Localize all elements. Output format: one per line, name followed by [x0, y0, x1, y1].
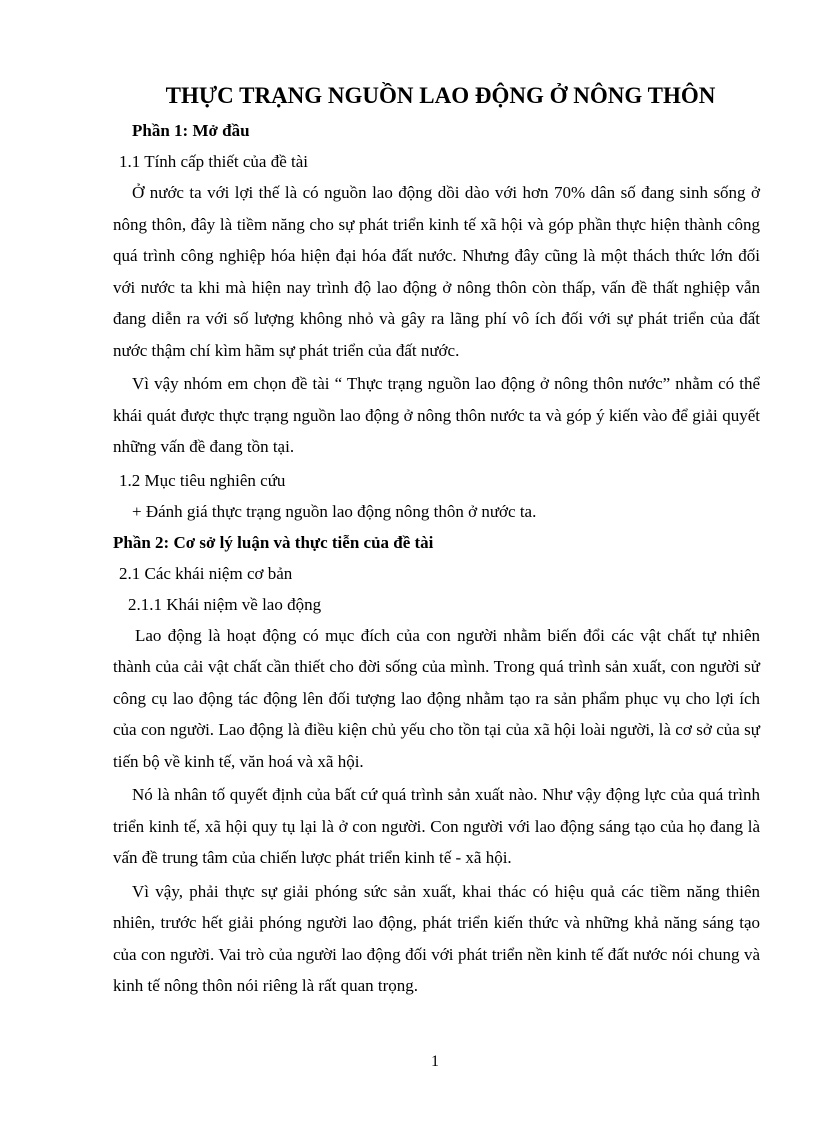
section-1-1-heading: 1.1 Tính cấp thiết của đề tài	[119, 152, 308, 171]
paragraph-3: Lao động là hoạt động có mục đích của con người nhằm biến đổi các vật chất tự nhiên thành của cải vật chất cần thiết cho đời sống của mình. Trong quá trình sản xuất, con người sử công cụ lao động tác động lên đối tượng lao động nhằm tạo ra sản phẩm phục vụ cho lợi ích của con người. Lao động là điều kiện chủ yếu cho tồn tại của xã hội loài người, là cơ sở của sự tiến bộ về kinh tế, văn hoá và xã hội.	[113, 625, 760, 771]
part-1-heading: Phần 1: Mở đầu	[132, 121, 250, 140]
part-2-heading: Phần 2: Cơ sở lý luận và thực tiễn của đề tài	[113, 532, 434, 552]
section-2-1-heading: 2.1 Các khái niệm cơ bản	[119, 563, 293, 583]
document-body	[113, 80, 760, 1004]
page-number: 1	[431, 1053, 439, 1070]
paragraph-1: Ở nước ta với lợi thế là có nguồn lao động dồi dào với hơn 70% dân số đang sinh sống ở nông thôn, đây là tiềm năng cho sự phát triển kinh tế xã hội và góp phần thực hiện thành công quá trình công nghiệp hóa hiện đại hóa đất nước. Nhưng đây cũng là một thách thức lớn đối với nước ta khi mà hiện nay trình độ lao động ở nông thôn còn thấp, vấn đề thất nghiệp vẫn đang diễn ra với số lượng không nhỏ và gây ra lãng phí vô ích đối với sự phát triển của đất nước thậm chí kìm hãm sự phát triển của đất nước.	[113, 183, 760, 360]
paragraph-2: Vì vậy nhóm em chọn đề tài “ Thực trạng nguồn lao động ở nông thôn nước” nhằm có thể khái quát được thực trạng nguồn lao động ở nông thôn nước ta và góp ý kiến vào để giải quyết những vấn đề đang tồn tại.	[113, 374, 760, 456]
document-title: THỰC TRẠNG NGUỒN LAO ĐỘNG Ở NÔNG THÔN	[165, 83, 716, 108]
bullet-item-1: + Đánh giá thực trạng nguồn lao động nông thôn ở nước ta.	[132, 501, 537, 521]
section-2-1-1-heading: 2.1.1 Khái niệm về lao động	[128, 594, 322, 614]
paragraph-4: Nó là nhân tố quyết định của bất cứ quá trình sản xuất nào. Như vậy động lực của quá trình triển kinh tế, xã hội quy tụ lại là ở con người. Con người với lao động sáng tạo của họ đang là vấn đề trung tâm của chiến lược phát triển kinh tế - xã hội.	[113, 785, 760, 867]
section-1-2-heading: 1.2 Mục tiêu nghiên cứu	[119, 470, 286, 490]
paragraph-5: Vì vậy, phải thực sự giải phóng sức sản xuất, khai thác có hiệu quả các tiềm năng thiên nhiên, trước hết giải phóng người lao động, phát triển kiến thức và những khả năng sáng tạo của con người. Vai trò của người lao động đối với phát triển nền kinh tế đất nước nói chung và kinh tế nông thôn nói riêng là rất quan trọng.	[113, 881, 760, 995]
